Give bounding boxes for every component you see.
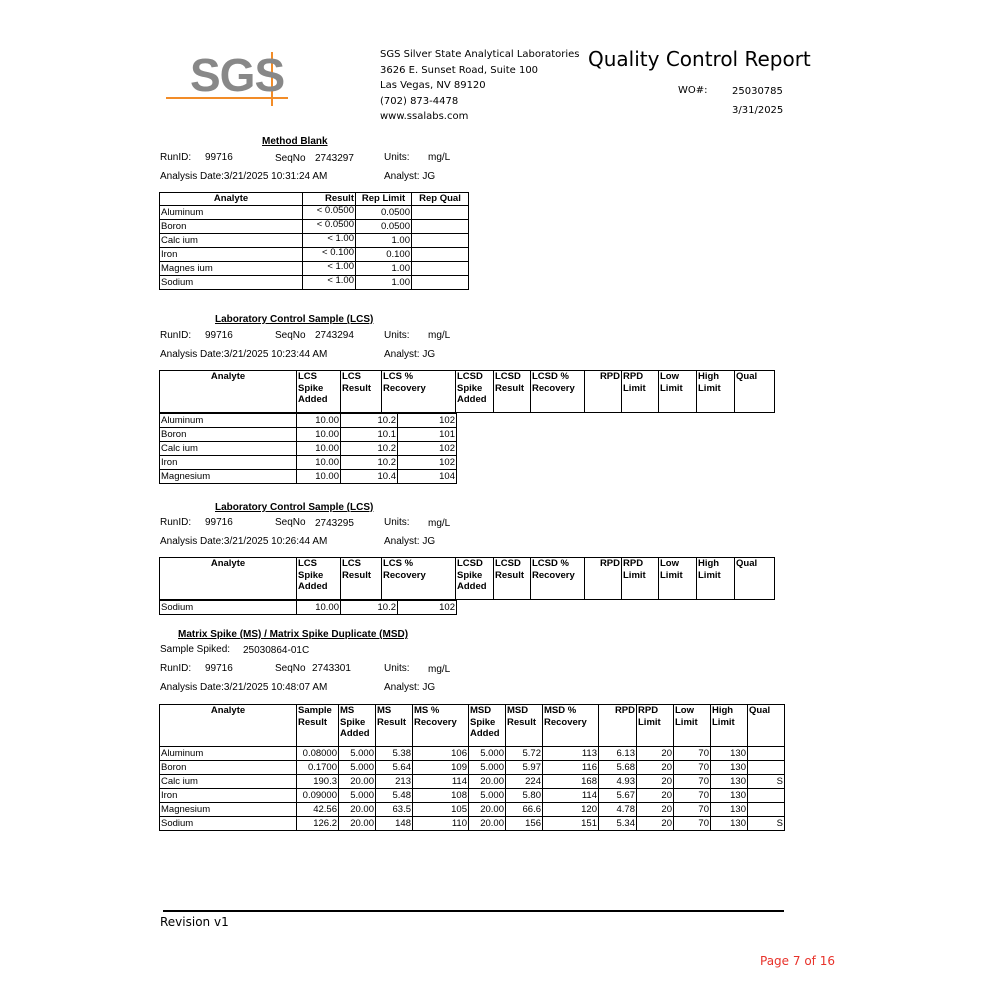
col-rpd: RPD [585,558,622,600]
col-low-limit: Low Limit [674,705,711,747]
table-row [160,775,785,789]
mb-runid-label: RunID: [160,152,192,163]
cell: 5.000 [339,747,376,761]
cell: 63.5 [376,803,413,817]
cell: 20.00 [469,775,506,789]
cell: 70 [674,803,711,817]
lcs1-data-table [159,413,457,484]
col-lcsd-result: LCSD Result [494,558,531,600]
col-rpd: RPD [585,371,622,413]
cell: 20 [637,789,674,803]
cell: 70 [674,761,711,775]
cell: 0.08000 [297,747,339,761]
ms-seqno: 2743301 [312,663,351,674]
lab-name: SGS Silver State Analytical Laboratories [380,49,580,60]
cell: 0.100 [356,247,412,261]
cell: 130 [711,803,748,817]
cell: 5.000 [339,761,376,775]
col-lcsd-result: LCSD Result [494,371,531,413]
cell: 10.1 [341,428,398,442]
table-header-row [160,558,775,600]
lcs1-seqno: 2743294 [315,330,354,341]
lcs2-seqno-label: SeqNo [275,517,306,528]
mb-units-label: Units: [384,152,410,163]
cell: 5.97 [506,761,543,775]
cell: 20 [637,817,674,831]
col-ms-spike-added: MS Spike Added [339,705,376,747]
table-row [160,205,469,219]
lab-phone: (702) 873-4478 [380,95,459,107]
cell: 10.00 [297,414,341,428]
cell: 10.00 [297,470,341,484]
table-header-row [160,193,469,206]
col-analyte: Analyte [160,193,303,206]
cell: 168 [543,775,599,789]
col-rep-limit: Rep Limit [356,193,412,206]
cell: Calc ium [160,775,297,789]
ms-analysis-date: Analysis Date:3/21/2025 10:48:07 AM [160,682,328,693]
col-low-limit: Low Limit [659,371,697,413]
col-sample-result: Sample Result [297,705,339,747]
cell: 5.34 [599,817,637,831]
ms-runid: 99716 [205,663,233,674]
cell: 4.93 [599,775,637,789]
cell: 20 [637,803,674,817]
col-rep-qual: Rep Qual [412,193,469,206]
col-ms-result: MS Result [376,705,413,747]
cell: 5.72 [506,747,543,761]
lab-city: Las Vegas, NV 89120 [380,80,486,91]
cell: < 0.0500 [303,219,356,233]
col-rpd-limit: RPD Limit [637,705,674,747]
cell: 5.38 [376,747,413,761]
col-lcs-recovery: LCS % Recovery [382,371,456,413]
col-analyte: Analyte [160,558,297,600]
table-row [160,219,469,233]
cell: 105 [413,803,469,817]
cell: 120 [543,803,599,817]
lcs2-runid-label: RunID: [160,517,192,528]
col-analyte: Analyte [160,705,297,747]
cell: 126.2 [297,817,339,831]
cell: 66.6 [506,803,543,817]
table-row [160,428,457,442]
col-lcsd-spike-added: LCSD Spike Added [456,558,494,600]
wo-label: WO#: [678,85,708,96]
cell: S [748,817,785,831]
cell: < 0.0500 [303,205,356,219]
cell: 213 [376,775,413,789]
cell: 106 [413,747,469,761]
col-qual: Qual [735,371,775,413]
cell: 20 [637,747,674,761]
cell: Sodium [160,601,297,615]
cell: 5.000 [469,761,506,775]
col-analyte: Analyte [160,371,297,413]
cell: 1.00 [356,275,412,289]
cell: 0.0500 [356,205,412,219]
footer-rule [163,910,784,912]
method-blank-title: Method Blank [262,136,328,147]
col-lcs-spike-added: LCS Spike Added [297,558,341,600]
cell: 110 [413,817,469,831]
cell [412,233,469,247]
cell: Magnesium [160,803,297,817]
cell: 4.78 [599,803,637,817]
lcs2-runid: 99716 [205,517,233,528]
cell: 20.00 [339,775,376,789]
cell [748,803,785,817]
cell: 190.3 [297,775,339,789]
cell [748,761,785,775]
ms-title: Matrix Spike (MS) / Matrix Spike Duplicate (MSD) [178,629,409,640]
cell: 20.00 [469,803,506,817]
ms-runid-label: RunID: [160,663,192,674]
cell: 10.00 [297,456,341,470]
lab-website: www.ssalabs.com [380,111,469,122]
cell: < 1.00 [303,261,356,275]
cell: 10.00 [297,428,341,442]
table-header-row [160,705,785,747]
col-lcs-recovery: LCS % Recovery [382,558,456,600]
report-date: 3/31/2025 [732,105,784,116]
cell: 10.00 [297,601,341,615]
cell: 114 [543,789,599,803]
cell: 130 [711,775,748,789]
col-low-limit: Low Limit [659,558,697,600]
cell: 20.00 [339,817,376,831]
cell: 116 [543,761,599,775]
lab-address-block [380,47,580,125]
lcs2-units-label: Units: [384,517,410,528]
ms-sample-spiked: 25030864-01C [243,645,310,656]
cell: Sodium [160,275,303,289]
cell: 130 [711,789,748,803]
cell: 148 [376,817,413,831]
page-number: Page 7 of 16 [760,954,835,968]
cell: 151 [543,817,599,831]
cell: 5.67 [599,789,637,803]
cell: Aluminum [160,747,297,761]
col-lcs-result: LCS Result [341,371,382,413]
table-row [160,817,785,831]
cell: Calc ium [160,233,303,247]
lcs2-analyst: Analyst: JG [384,536,436,547]
cell: 224 [506,775,543,789]
table-row [160,275,469,289]
ms-analyst: Analyst: JG [384,682,436,693]
cell: 20 [637,775,674,789]
cell: 70 [674,775,711,789]
table-row [160,456,457,470]
lcs1-runid: 99716 [205,330,233,341]
cell: 5.48 [376,789,413,803]
cell: 109 [413,761,469,775]
cell: 70 [674,789,711,803]
cell: 1.00 [356,233,412,247]
cell: < 1.00 [303,233,356,247]
cell: 102 [398,456,457,470]
cell: 156 [506,817,543,831]
cell: 5.000 [469,747,506,761]
table-row [160,470,457,484]
lab-street: 3626 E. Sunset Road, Suite 100 [380,64,539,76]
ms-sample-spiked-label: Sample Spiked: [160,644,231,655]
report-title: Quality Control Report [588,47,811,71]
mb-analyst: Analyst: JG [384,171,436,182]
cell: 130 [711,761,748,775]
table-row [160,803,785,817]
lcs2-seqno: 2743295 [315,518,354,529]
cell: 130 [711,817,748,831]
table-row [160,789,785,803]
table-row [160,601,457,615]
cell: 42.56 [297,803,339,817]
cell: 5.68 [599,761,637,775]
cell: 5.64 [376,761,413,775]
col-qual: Qual [735,558,775,600]
cell: 20.00 [339,803,376,817]
cell: Boron [160,761,297,775]
col-lcs-spike-added: LCS Spike Added [297,371,341,413]
table-row [160,414,457,428]
lcs1-analyst: Analyst: JG [384,349,436,360]
col-qual: Qual [748,705,785,747]
col-high-limit: High Limit [697,558,735,600]
cell [412,247,469,261]
cell [412,275,469,289]
lcs1-analysis-date: Analysis Date:3/21/2025 10:23:44 AM [160,349,328,360]
ms-seqno-label: SeqNo [275,663,306,674]
mb-seqno: 2743297 [315,153,354,164]
col-high-limit: High Limit [711,705,748,747]
wo-number: 25030785 [732,86,783,97]
cell [412,205,469,219]
lcs2-units: mg/L [428,518,451,529]
cell: Iron [160,456,297,470]
lcs1-units: mg/L [428,330,451,341]
cell: S [748,775,785,789]
lcs2-data-table [159,600,457,615]
ms-units: mg/L [428,664,451,675]
cell: Aluminum [160,205,303,219]
cell: 0.1700 [297,761,339,775]
cell [748,747,785,761]
cell: 20.00 [469,817,506,831]
lcs2-title: Laboratory Control Sample (LCS) [215,502,374,513]
table-row [160,233,469,247]
cell: 20 [637,761,674,775]
cell: 104 [398,470,457,484]
cell: 5.80 [506,789,543,803]
ms-msd-table [159,704,785,831]
method-blank-table [159,192,469,290]
cell: Calc ium [160,442,297,456]
col-rpd-limit: RPD Limit [622,371,659,413]
cell: 0.0500 [356,219,412,233]
cell: 10.4 [341,470,398,484]
lcs2-header-table [159,557,775,600]
cell: 10.2 [341,601,398,615]
lcs1-units-label: Units: [384,330,410,341]
lcs1-seqno-label: SeqNo [275,330,306,341]
cell: Boron [160,428,297,442]
mb-units: mg/L [428,152,451,163]
mb-seqno-label: SeqNo [275,153,306,164]
cell [412,219,469,233]
logo-text: SGS [190,49,285,101]
cell: Aluminum [160,414,297,428]
cell: Boron [160,219,303,233]
cell: Iron [160,789,297,803]
cell: 10.2 [341,442,398,456]
col-rpd-limit: RPD Limit [622,558,659,600]
lcs2-analysis-date: Analysis Date:3/21/2025 10:26:44 AM [160,536,328,547]
table-row [160,747,785,761]
cell: 102 [398,601,457,615]
table-row [160,261,469,275]
cell: < 1.00 [303,275,356,289]
lcs1-runid-label: RunID: [160,330,192,341]
col-lcs-result: LCS Result [341,558,382,600]
mb-analysis-date: Analysis Date:3/21/2025 10:31:24 AM [160,171,328,182]
cell: Iron [160,247,303,261]
cell: 108 [413,789,469,803]
cell: Sodium [160,817,297,831]
sgs-logo [166,50,290,106]
cell: 10.2 [341,414,398,428]
cell: 5.000 [339,789,376,803]
ms-units-label: Units: [384,663,410,674]
col-msd-result: MSD Result [506,705,543,747]
cell: 1.00 [356,261,412,275]
col-msd-spike-added: MSD Spike Added [469,705,506,747]
mb-runid: 99716 [205,152,233,163]
col-lcsd-recovery: LCSD % Recovery [531,558,585,600]
cell: 102 [398,442,457,456]
cell [748,789,785,803]
table-row [160,442,457,456]
cell: 5.000 [469,789,506,803]
revision-label: Revision v1 [160,915,229,929]
lcs1-title: Laboratory Control Sample (LCS) [215,314,374,325]
col-rpd: RPD [599,705,637,747]
cell: Magnes ium [160,261,303,275]
cell: 0.09000 [297,789,339,803]
cell: 113 [543,747,599,761]
col-ms-recovery: MS % Recovery [413,705,469,747]
col-result: Result [303,193,356,206]
lcs1-header-table [159,370,775,413]
cell: 101 [398,428,457,442]
cell: 130 [711,747,748,761]
table-header-row [160,371,775,413]
cell: 102 [398,414,457,428]
col-msd-recovery: MSD % Recovery [543,705,599,747]
cell [412,261,469,275]
cell: 10.00 [297,442,341,456]
col-high-limit: High Limit [697,371,735,413]
table-row [160,247,469,261]
col-lcsd-spike-added: LCSD Spike Added [456,371,494,413]
cell: 70 [674,817,711,831]
cell: 114 [413,775,469,789]
cell: Magnesium [160,470,297,484]
cell: 10.2 [341,456,398,470]
cell: 70 [674,747,711,761]
cell: 6.13 [599,747,637,761]
table-row [160,761,785,775]
cell: < 0.100 [303,247,356,261]
col-lcsd-recovery: LCSD % Recovery [531,371,585,413]
